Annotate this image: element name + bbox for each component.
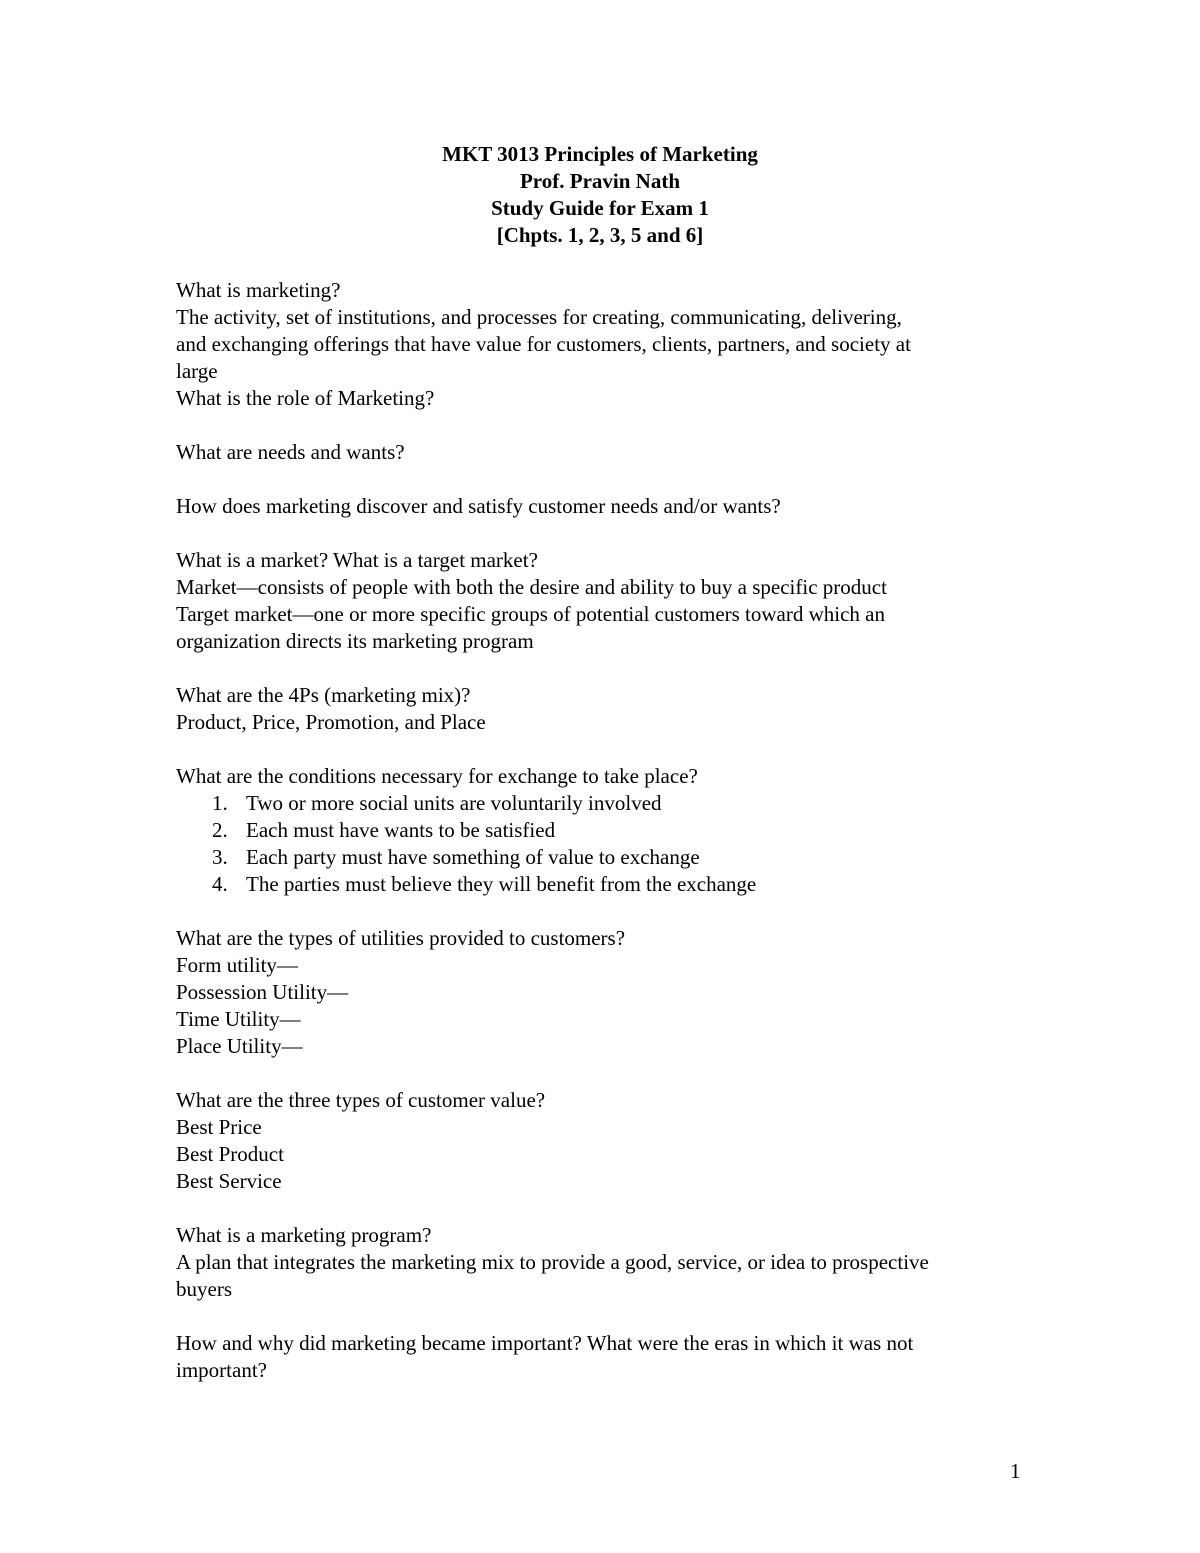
value-item: Best Price — [176, 1115, 262, 1139]
question-role-of-marketing: What is the role of Marketing? — [176, 386, 435, 410]
spacer — [176, 736, 1036, 763]
value-item: Best Product — [176, 1142, 284, 1166]
list-text: The parties must believe they will benefit from the exchange — [246, 872, 757, 896]
list-item — [176, 817, 1036, 844]
professor-name: Prof. Pravin Nath — [519, 169, 680, 193]
question-utilities: What are the types of utilities provided to customers? — [176, 926, 626, 950]
answer-line: The activity, set of institutions, and processes for creating, communicating, delivering, — [176, 305, 902, 329]
page-number: 1 — [1010, 1459, 1021, 1483]
chapters-range: [Chpts. 1, 2, 3, 5 and 6] — [496, 223, 704, 247]
utility-item: Form utility— — [176, 953, 298, 977]
answer-line: Target market—one or more specific groups of potential customers toward which an — [176, 602, 886, 626]
document-header — [0, 141, 1200, 249]
spacer — [176, 412, 1036, 439]
question-exchange-conditions: What are the conditions necessary for exchange to take place? — [176, 764, 698, 788]
list-item — [176, 844, 1036, 871]
question-marketing-program: What is a marketing program? — [176, 1223, 432, 1247]
answer-line: and exchanging offerings that have value for customers, clients, partners, and society at — [176, 332, 911, 356]
utility-item: Possession Utility— — [176, 980, 349, 1004]
course-title: MKT 3013 Principles of Marketing — [442, 142, 758, 166]
answer-line: large — [176, 359, 218, 383]
question-needs-wants: What are needs and wants? — [176, 440, 405, 464]
guide-title: Study Guide for Exam 1 — [491, 196, 709, 220]
question-what-is-marketing: What is marketing? — [176, 278, 341, 302]
answer-line: buyers — [176, 1277, 232, 1301]
question-marketing-importance: How and why did marketing became important? What were the eras in which it was not — [176, 1331, 914, 1355]
answer-line: organization directs its marketing program — [176, 629, 534, 653]
list-number: 1. — [212, 791, 228, 815]
question-4ps: What are the 4Ps (marketing mix)? — [176, 683, 471, 707]
document-body — [176, 277, 1036, 1384]
list-item — [176, 871, 1036, 898]
spacer — [176, 898, 1036, 925]
value-item: Best Service — [176, 1169, 282, 1193]
answer-line: Market—consists of people with both the desire and ability to buy a specific product — [176, 575, 887, 599]
list-number: 2. — [212, 818, 228, 842]
spacer — [176, 655, 1036, 682]
question-customer-value: What are the three types of customer value? — [176, 1088, 546, 1112]
spacer — [176, 466, 1036, 493]
answer-line: A plan that integrates the marketing mix to provide a good, service, or idea to prospective — [176, 1250, 929, 1274]
list-item — [176, 790, 1036, 817]
utility-item: Place Utility— — [176, 1034, 303, 1058]
question-discover-needs: How does marketing discover and satisfy customer needs and/or wants? — [176, 494, 781, 518]
utility-item: Time Utility— — [176, 1007, 301, 1031]
spacer — [176, 1060, 1036, 1087]
spacer — [176, 1195, 1036, 1222]
list-text: Two or more social units are voluntarily involved — [246, 791, 662, 815]
list-text: Each party must have something of value to exchange — [246, 845, 700, 869]
question-market: What is a market? What is a target market? — [176, 548, 538, 572]
list-number: 3. — [212, 845, 228, 869]
spacer — [176, 520, 1036, 547]
list-number: 4. — [212, 872, 228, 896]
spacer — [176, 1303, 1036, 1330]
conditions-list — [176, 790, 1036, 898]
list-text: Each must have wants to be satisfied — [246, 818, 556, 842]
answer-line: Product, Price, Promotion, and Place — [176, 710, 486, 734]
question-continuation: important? — [176, 1358, 267, 1382]
